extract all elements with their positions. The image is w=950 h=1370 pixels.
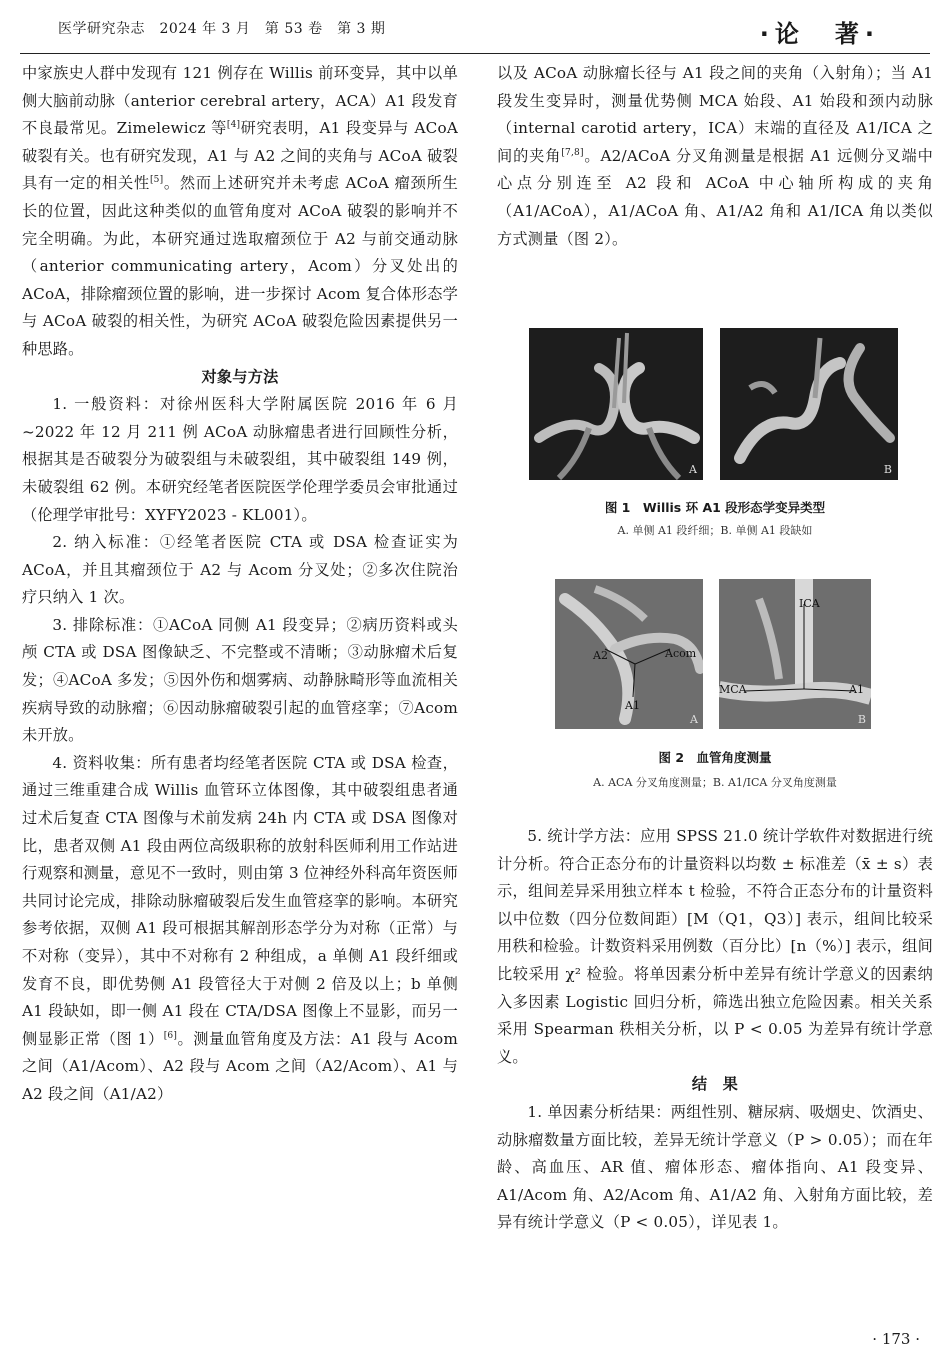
- citation: [7,8]: [561, 147, 584, 158]
- right-column-bottom: [497, 823, 933, 1237]
- paragraph-inclusion: 2. 纳入标准：①经笔者医院 CTA 或 DSA 检查证实为 ACoA，并且其瘤颈位于 A2 与 Acom 分叉处；②多次住院治疗只纳入 1 次。: [22, 533, 458, 607]
- figure-1b-image: [720, 328, 898, 480]
- section-heading-methods: 对象与方法: [201, 367, 279, 386]
- paragraph-data-collection: 4. 资料收集：所有患者均经笔者医院 CTA 或 DSA 检查，通过三维重建合成 Willis 血管环立体图像，其中破裂组患者通过术后复查 CTA 图像与术前发病 24h 内 CTA 或 DSA 图像对比，患者双侧 A1 段由两位高级职称的放射科医师利用工作站进行观察和测量，意见不一致时，则由第 3 位神经外科高年资医师共同讨论完成，排除动脉瘤破裂后发生血管痉挛的影响。本研究参考依据，双侧 A1 段可根据其解剖形态学分为对称（正常）与不对称（变异），其中不对称有 2 种组成，a 单侧 A1 段纤细或发育不良，即优势侧 A1 段管径大于对侧 2 倍及以上；b 单侧 A1 段缺如，即一侧 A1 段在 CTA/DSA 图像上不显影，而另一侧显影正常（图 1）[6]。测量血管角度及方法：A1 段与 Acom 之间（A1/Acom）、A2 段与 Acom 之间（A2/Acom）、A1 与 A2 段之间（A1/A2）: [22, 753, 458, 1103]
- section-heading-results: 结 果: [691, 1075, 739, 1094]
- paragraph-angle-measure: 以及 ACoA 动脉瘤长径与 A1 段之间的夹角（入射角）；当 A1 段发生变异时，测量优势侧 MCA 始段、A1 始段和颈内动脉（internal carotid artery，ICA）末端的直径及 A1/ICA 之间的夹角[7,8]。A2/ACoA 分叉角测量是根据 A1 远侧分叉端中心点分别连至 A2 段和 ACoA 中心轴所构成的夹角（A1/ACoA），A1/ACoA 角、A1/A2 角和 A1/ICA 角以类似方式测量（图 2）。: [497, 64, 933, 248]
- angle-measure-illustration: [719, 579, 871, 729]
- paragraph-general-data: 1. 一般资料：对徐州医科大学附属医院 2016 年 6 月 ~2022 年 12 月 211 例 ACoA 动脉瘤患者进行回顾性分析，根据其是否破裂分为破裂组与未破裂组，其中破裂组 149 例，未破裂组 62 例。本研究经笔者医院医学伦理学委员会审批通过（伦理学审批号：XYFY2023 - KL001）。: [22, 395, 458, 524]
- page-number: · 173 ·: [872, 1330, 920, 1348]
- paragraph-exclusion: 3. 排除标准：①ACoA 同侧 A1 段变异；②病历资料或头颅 CTA 或 DSA 图像缺乏、不完整或不清晰；③动脉瘤术后复发；④ACoA 多发；⑤因外伤和烟雾病、动静脉畸形等血流相关疾病导致的动脉瘤；⑥因动脉瘤破裂引起的血管痉挛；⑦Acom 未开放。: [22, 615, 458, 745]
- label-a1: A1: [625, 699, 640, 712]
- paragraph-univariate: 1. 单因素分析结果：两组性别、糖尿病、吸烟史、饮酒史、动脉瘤数量方面比较，差异无统计学意义（P > 0.05）；而在年龄、高血压、AR 值、瘤体形态、瘤体指向、A1 段变异、A1/Acom 角、A2/Acom 角、A1/A2 角、入射角方面比较，差异有统计学意义（P < 0.05），详见表 1。: [497, 1102, 933, 1232]
- figure-1a-image: [529, 328, 703, 480]
- label-ica: ICA: [799, 597, 820, 610]
- label-acom: Acom: [665, 647, 697, 660]
- header-divider: [20, 53, 930, 54]
- figure-1-caption: 图 1 Willis 环 A1 段形态学变异类型: [604, 500, 826, 515]
- panel-label: A: [690, 713, 698, 726]
- citation: [4]: [226, 120, 241, 131]
- journal-header: 医学研究杂志 2024 年 3 月 第 53 卷 第 3 期: [58, 21, 386, 37]
- figure-2-subcaption: A. ACA 分叉角度测量；B. A1/ICA 分叉角度测量: [593, 776, 837, 789]
- intro-paragraph: 中家族史人群中发现有 121 例存在 Willis 前环变异，其中以单侧大脑前动脉（anterior cerebral artery，ACA）A1 段发育不良最常见。Zimelewicz 等[4]研究表明，A1 段变异与 ACoA 破裂有关。也有研究发现，A1 与 A2 之间的夹角与 ACoA 破裂具有一定的相关性[5]。然而上述研究并未考虑 ACoA 瘤颈所生长的位置，因此这种类似的血管角度对 ACoA 破裂的影响并不完全明确。为此，本研究通过选取瘤颈位于 A2 与前交通动脉（anterior communicating artery，Acom）分叉处出的 ACoA，排除瘤颈位置的影响，进一步探讨 Acom 复合体形态学与 ACoA 破裂的相关性，为研究 ACoA 破裂危险因素提供另一种思路。: [22, 64, 458, 358]
- panel-label: B: [883, 463, 892, 476]
- figure-2a-image: [555, 579, 703, 729]
- panel-label: A: [689, 463, 697, 476]
- citation: [5]: [149, 175, 164, 186]
- label-a1: A1: [849, 683, 864, 696]
- label-a2: A2: [593, 649, 608, 662]
- figure-1-subcaption: A. 单侧 A1 段纤细；B. 单侧 A1 段缺如: [617, 524, 813, 537]
- figure-2b-image: [719, 579, 871, 729]
- label-mca: MCA: [719, 683, 747, 696]
- figure-2-caption: 图 2 血管角度测量: [658, 750, 772, 765]
- paragraph-statistics: 5. 统计学方法：应用 SPSS 21.0 统计学软件对数据进行统计分析。符合正态分布的计量资料以均数 ± 标准差（x̄ ± s）表示，组间差异采用独立样本 t 检验，不符合正态分布的计量资料以中位数（四分位数间距）[M（Q1，Q3）] 表示，组间比较采用秩和检验。计数资料采用例数（百分比）[n（%）] 表示，组间比较采用 χ² 检验。将单因素分析中差异有统计学意义的因素纳入多因素 Logistic 回归分析，筛选出独立危险因素。相关关系采用 Spearman 秩相关分析，以 P < 0.05 为差异有统计学意义。: [497, 827, 933, 1066]
- vessel-illustration: [720, 328, 898, 480]
- citation: [6]: [163, 1030, 178, 1041]
- left-column: [22, 60, 458, 1109]
- section-label: ·论 著·: [759, 20, 880, 48]
- right-column-top: [497, 60, 933, 253]
- vessel-illustration: [529, 328, 703, 480]
- panel-label: B: [857, 713, 866, 726]
